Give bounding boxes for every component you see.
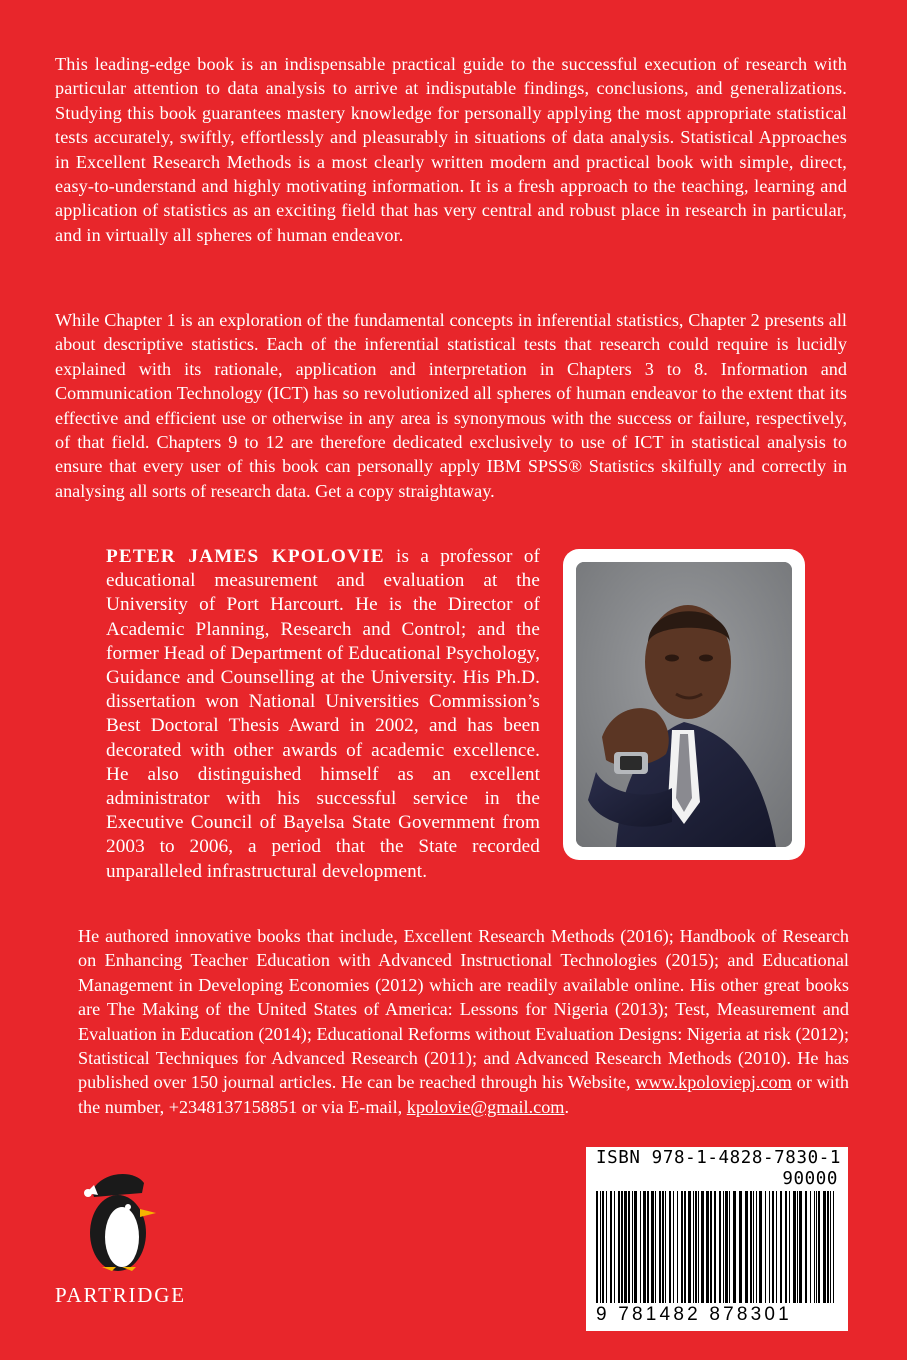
author-contact-text: or with the number, +2348137158851 or via E-mail,: [78, 1072, 849, 1117]
author-bio: [106, 545, 540, 884]
author-name: PETER JAMES KPOLOVIE: [106, 546, 385, 567]
barcode-digits: 9 781482 878301: [596, 1304, 792, 1325]
isbn-barcode: [586, 1147, 848, 1331]
description-paragraph-2: While Chapter 1 is an exploration of the fundamental concepts in inferential statistics, Chapter 2 presents all about descriptive statistics. Each of the inferential statistical tests that research could require is lucidly explained with its rationale, application and interpretation in Chapters 3 to 8. Information and Communication Technology (ICT) has so revolutionized all spheres of human endeavor to the extent that its effective and efficient use or otherwise in any area is synonymous with the success or failure, respectively, of that field. Chapters 9 to 12 are therefore dedicated exclusively to use of ICT in statistical analysis to ensure that every user of this book can personally apply IBM SPSS® Statistics skilfully and correctly in analysing all sorts of research data. Get a copy straightaway.: [55, 310, 847, 501]
author-books-text: He authored innovative books that include, Excellent Research Methods (2016); Handbook of Research on Enhancing Teacher Education with Advanced Instructional Technologies (2015); and Educational Management in Developing Economies (2012) which are readily available online. His other great books are The Making of the United States of America: Lessons for Nigeria (2013); Test, Measurement and Evaluation in Education (2014); Educational Reforms without Evaluation Designs: Nigeria at risk (2012); Statistical Techniques for Advanced Research (2011); and Advanced Research Methods (2010). He has published over 150 journal articles. He can be reached through his Website,: [78, 926, 849, 1093]
author-portrait-icon: [576, 562, 792, 847]
penguin-logo-icon: [72, 1163, 162, 1273]
publisher-name: PARTRIDGE: [55, 1283, 186, 1307]
author-photo: [576, 562, 792, 847]
author-photo-frame: [563, 549, 805, 860]
author-email-link[interactable]: kpolovie@gmail.com: [406, 1096, 565, 1117]
isbn-label: ISBN 978-1-4828-7830-1: [596, 1148, 841, 1168]
description-paragraph-1: This leading-edge book is an indispensable practical guide to the successful execution of research with particular attention to data analysis to arrive at indisputable findings, conclusions, and generalizations. Studying this book guarantees mastery knowledge for personally applying the most appropriate statistical tests accurately, swiftly, effortlessly and pleasurably in situations of data analysis. Statistical Approaches in Excellent Research Methods is a most clearly written modern and practical book with simple, direct, easy-to-understand and highly motivating information. It is a fresh approach to the teaching, learning and application of statistics as an exciting field that has very central and robust place in research in particular, and in virtually all spheres of human endeavor.: [55, 54, 847, 245]
price-code: 90000: [782, 1169, 838, 1189]
author-books-end: .: [564, 1096, 569, 1117]
author-books-paragraph: [78, 924, 849, 1119]
author-website-link[interactable]: www.kpoloviepj.com: [635, 1072, 792, 1093]
barcode-bars-icon: [592, 1191, 842, 1309]
author-bio-text: is a professor of educational measurement and evaluation at the University of Port Harcourt. He is the Director of Academic Planning, Research and Control; and the former Head of Department of Educational Psychology, Guidance and Counselling at the University. His Ph.D. dissertation won National Universities Commission’s Best Doctoral Thesis Award in 2002, and has been decorated with other awards of academic excellence. He also distinguished himself as an excellent administrator with his successful service in the Executive Council of Bayelsa State Government from 2003 to 2006, a period that the State recorded unparalleled infrastructural development.: [106, 546, 540, 882]
